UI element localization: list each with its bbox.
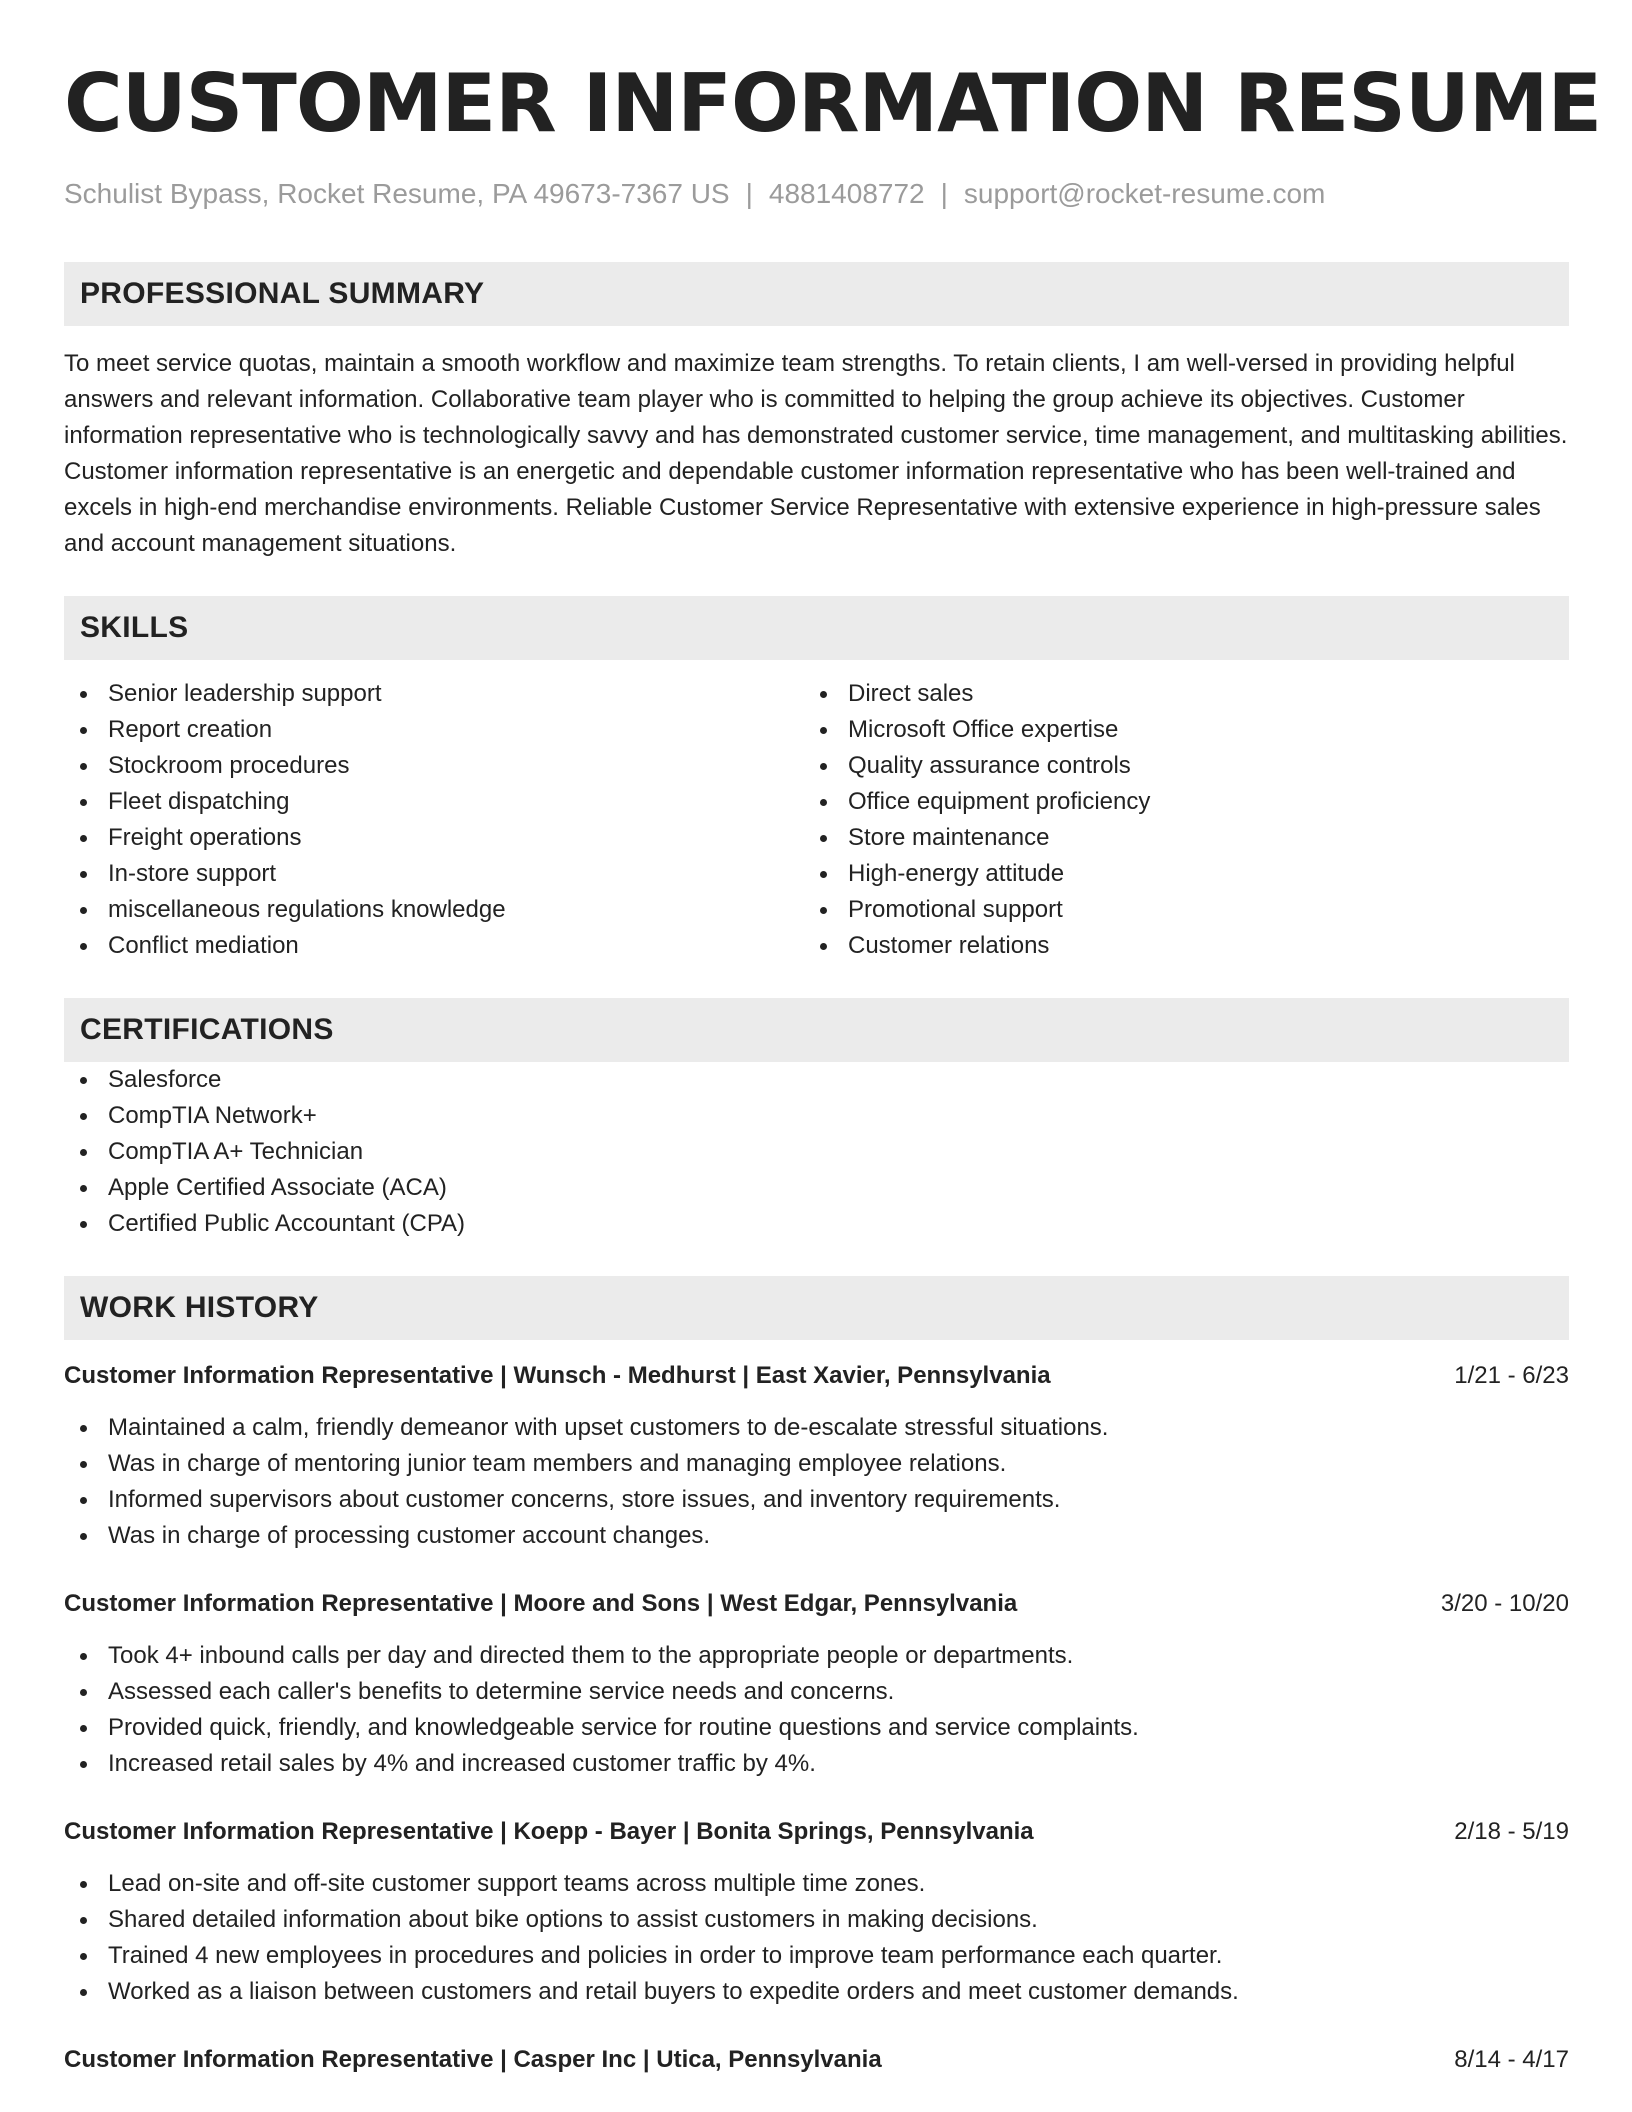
certification-item: Certified Public Accountant (CPA) — [64, 1206, 1569, 1242]
job-bullet: Took 4+ inbound calls per day and directed them to the appropriate people or departments. — [64, 1638, 1569, 1674]
section-header-certifications: CERTIFICATIONS — [64, 998, 1569, 1062]
job-bullet: Worked as a liaison between customers and retail buyers to expedite orders and meet customer demands. — [64, 1974, 1569, 2010]
job-bullet: Provided quick, friendly, and knowledgeable service for routine questions and service complaints. — [64, 1710, 1569, 1746]
certifications-list — [64, 1062, 1569, 1242]
job-dates: 1/21 - 6/23 — [1454, 1362, 1569, 1389]
job-dates: 3/20 - 10/20 — [1440, 1590, 1569, 1617]
job-bullet: Increased retail sales by 4% and increased customer traffic by 4%. — [64, 1746, 1569, 1782]
job-entry — [64, 2042, 1569, 2078]
job-title: Customer Information Representative | Casper Inc | Utica, Pennsylvania — [64, 2046, 882, 2073]
skills-column-right — [804, 676, 1544, 964]
skill-item: Customer relations — [804, 928, 1544, 964]
contact-line — [64, 176, 1569, 212]
skill-item: Microsoft Office expertise — [804, 712, 1544, 748]
job-bullet: Was in charge of processing customer account changes. — [64, 1518, 1569, 1554]
certification-item: Salesforce — [64, 1062, 1569, 1098]
section-header-summary: PROFESSIONAL SUMMARY — [64, 262, 1569, 326]
job-bullet: Assessed each caller's benefits to determine service needs and concerns. — [64, 1674, 1569, 1710]
skills-column-left — [64, 676, 804, 964]
job-bullet: Shared detailed information about bike options to assist customers in making decisions. — [64, 1902, 1569, 1938]
certification-item: CompTIA Network+ — [64, 1098, 1569, 1134]
job-entry — [64, 1358, 1569, 1554]
contact-address: Schulist Bypass, Rocket Resume, PA 49673-7367 US — [64, 178, 730, 209]
job-bullet: Informed supervisors about customer concerns, store issues, and inventory requirements. — [64, 1482, 1569, 1518]
skill-item: Quality assurance controls — [804, 748, 1544, 784]
summary-text: To meet service quotas, maintain a smooth workflow and maximize team strengths. To retain clients, I am well-versed in providing helpful answers and relevant information. Collaborative team player who is committed to helping the group achieve its objectives. Customer information representative who is technologically savvy and has demonstrated customer service, time management, and multitasking abilities. Customer information representative is an energetic and dependable customer information representative who has been well-trained and excels in high-end merchandise environments. Reliable Customer Service Representative with extensive experience in high-pressure sales and account management situations. — [64, 350, 1568, 557]
job-title: Customer Information Representative | Moore and Sons | West Edgar, Pennsylvania — [64, 1590, 1018, 1617]
job-bullet: Maintained a calm, friendly demeanor with upset customers to de-escalate stressful situations. — [64, 1410, 1569, 1446]
skill-item: High-energy attitude — [804, 856, 1544, 892]
skill-item: Direct sales — [804, 676, 1544, 712]
job-title: Customer Information Representative | Koepp - Bayer | Bonita Springs, Pennsylvania — [64, 1818, 1034, 1845]
skill-item: Office equipment proficiency — [804, 784, 1544, 820]
job-title-row — [64, 1814, 1569, 1850]
job-dates: 8/14 - 4/17 — [1454, 2046, 1569, 2073]
job-dates: 2/18 - 5/19 — [1454, 1818, 1569, 1845]
job-title-row — [64, 1358, 1569, 1394]
job-title-row — [64, 2042, 1569, 2078]
job-bullet: Lead on-site and off-site customer support teams across multiple time zones. — [64, 1866, 1569, 1902]
job-bullets — [64, 1410, 1569, 1554]
job-title-row — [64, 1586, 1569, 1622]
job-title: Customer Information Representative | Wunsch - Medhurst | East Xavier, Pennsylvania — [64, 1362, 1051, 1389]
contact-separator: | — [940, 178, 948, 209]
job-bullets — [64, 1866, 1569, 2010]
job-bullet: Trained 4 new employees in procedures and policies in order to improve team performance each quarter. — [64, 1938, 1569, 1974]
skill-item: In-store support — [64, 856, 804, 892]
contact-separator: | — [745, 178, 753, 209]
certification-item: CompTIA A+ Technician — [64, 1134, 1569, 1170]
resume-title: CUSTOMER INFORMATION RESUME — [64, 57, 1602, 150]
skill-item: Report creation — [64, 712, 804, 748]
skill-item: miscellaneous regulations knowledge — [64, 892, 804, 928]
skills-grid — [64, 676, 1569, 964]
skill-item: Promotional support — [804, 892, 1544, 928]
skill-item: Stockroom procedures — [64, 748, 804, 784]
skill-item: Freight operations — [64, 820, 804, 856]
job-entry — [64, 1814, 1569, 2010]
job-bullet: Was in charge of mentoring junior team members and managing employee relations. — [64, 1446, 1569, 1482]
skill-item: Store maintenance — [804, 820, 1544, 856]
certification-item: Apple Certified Associate (ACA) — [64, 1170, 1569, 1206]
section-header-skills: SKILLS — [64, 596, 1569, 660]
skill-item: Senior leadership support — [64, 676, 804, 712]
skill-item: Conflict mediation — [64, 928, 804, 964]
job-entry — [64, 1586, 1569, 1782]
job-bullets — [64, 1638, 1569, 1782]
contact-phone: 4881408772 — [768, 178, 925, 209]
skill-item: Fleet dispatching — [64, 784, 804, 820]
section-header-work-history: WORK HISTORY — [64, 1276, 1569, 1340]
contact-email: support@rocket-resume.com — [963, 178, 1326, 209]
